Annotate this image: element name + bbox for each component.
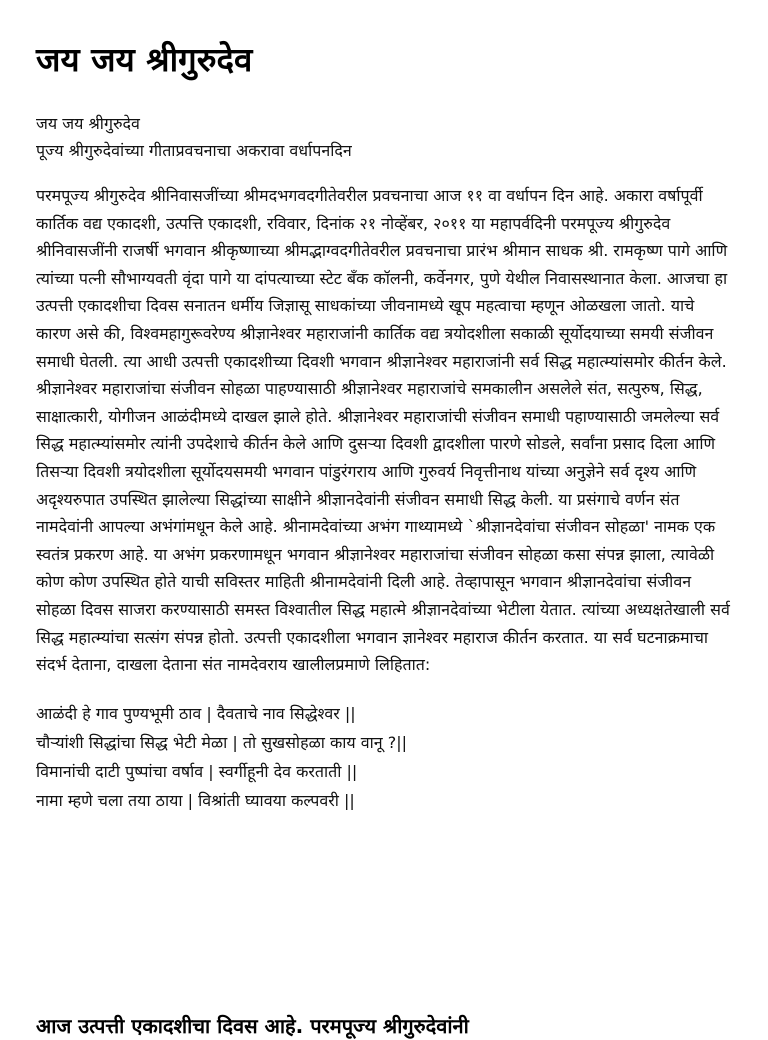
cutoff-next-paragraph [36, 1012, 732, 1038]
verse-line: चौऱ्यांशी सिद्धांचा सिद्ध भेटी मेळा | तो सुखसोहळा काय वानू ?|| [36, 732, 408, 752]
verse-line: नामा म्हणे चला तया ठाया | विश्रांती घ्यावया कल्पवरी || [36, 790, 355, 810]
verse-line: विमानांची दाटी पुष्पांचा वर्षाव | स्वर्गीहूनी देव करताती || [36, 761, 358, 781]
verse-line: आळंदी हे गाव पुण्यभूमी ठाव | दैवताचे नाव सिद्धेश्वर || [36, 703, 356, 723]
subtitle-line: जय जय श्रीगुरुदेव [36, 114, 140, 133]
cutoff-text: आज उत्पत्ती एकादशीचा दिवस आहे. परमपूज्य श्रीगुरुदेवांनी [36, 1014, 469, 1038]
article [36, 0, 732, 815]
body-paragraph: परमपूज्य श्रीगुरुदेव श्रीनिवासजींच्या श्रीमदभगवदगीतेवरील प्रवचनाचा आज ११ वा वर्धापन दिन आहे. अकारा वर्षापूर्वी कार्तिक वद्य एकादशी, उत्पत्ति एकादशी, रविवार, दिनांक २१ नोव्हेंबर, २०११ या महापर्वदिनी परमपूज्य श्रीगुरुदेव श्रीनिवासजींनी राजर्षी भगवान श्रीकृष्णाच्या श्रीमद्भाग्वदगीतेवरील प्रवचनाचा प्रारंभ श्रीमान साधक श्री. रामकृष्ण पागे आणि त्यांच्या पत्नी सौभाग्यवती वृंदा पागे या दांपत्याच्या स्टेट बँक कॉलनी, कर्वेनगर, पुणे येथील निवासस्थानात केला. आजचा हा उत्पत्ती एकादशीचा दिवस सनातन धर्मीय जिज्ञासू साधकांच्या जीवनामध्ये खूप महत्वाचा म्हणून ओळखला जातो. याचे कारण असे की, विश्वमहागुरूवरेण्य श्रीज्ञानेश्वर महाराजांनी कार्तिक वद्य त्रयोदशीला सकाळी सूर्योदयाच्या समयी संजीवन समाधी घेतली. त्या आधी उत्पत्ती एकादशीच्या दिवशी भगवान श्रीज्ञानेश्वर महाराजांनी सर्व सिद्ध महात्म्यांसमोर कीर्तन केले. श्रीज्ञानेश्वर महाराजांचा संजीवन सोहळा पाहण्यासाठी श्रीज्ञानेश्वर महाराजांचे समकालीन असलेले संत, सत्पुरुष, सिद्ध, साक्षात्कारी, योगीजन आळंदीमध्ये दाखल झाले होते. श्रीज्ञानेश्वर महाराजांची संजीवन समाधी पहाण्यासाठी जमलेल्या सर्व सिद्ध महात्म्यांसमोर त्यांनी उपदेशाचे कीर्तन केले आणि दुसऱ्या दिवशी द्वादशीला पारणे सोडले, सर्वांना प्रसाद दिला आणि तिसऱ्या दिवशी त्रयोदशीला सूर्योदयसमयी भगवान पांडुरंगराय आणि गुरुवर्य निवृत्तीनाथ यांच्या अनुज्ञेने सर्व दृश्य आणि अदृश्यरुपात उपस्थित झालेल्या सिद्धांच्या साक्षीने श्रीज्ञानदेवांनी संजीवन समाधी सिद्ध केली. या प्रसंगाचे वर्णन संत नामदेवांनी आपल्या अभंगांमधून केले आहे. श्रीनामदेवांच्या अभंग गाथ्यामध्ये `श्रीज्ञानदेवांचा संजीवन सोहळा' नामक एक स्वतंत्र प्रकरण आहे. या अभंग प्रकरणामधून भगवान श्रीज्ञानेश्वर महाराजांचा संजीवन सोहळा कसा संपन्न झाला, त्यावेळी कोण कोण उपस्थित होते याची सविस्तर माहिती श्रीनामदेवांनी दिली आहे. तेव्हापासून भगवान श्रीज्ञानदेवांचा संजीवन सोहळा दिवस साजरा करण्यासाठी समस्त विश्वातील सिद्ध महात्मे श्रीज्ञानदेवांच्या भेटीला येतात. त्यांच्या अध्यक्षतेखाली सर्व सिद्ध महात्म्यांचा सत्संग संपन्न होतो. उत्पत्ती एकादशीला भगवान ज्ञानेश्वर महाराज कीर्तन करतात. या सर्व घटनाक्रमाचा संदर्भ देताना, दाखला देताना संत नामदेवराय खालीलप्रमाणे लिहितात: [36, 186, 730, 675]
page-title: जय जय श्रीगुरुदेव [36, 40, 253, 79]
verse-block [36, 699, 732, 815]
subtitle-line: पूज्य श्रीगुरुदेवांच्या गीताप्रवचनाचा अकरावा वर्धापनदिन [36, 141, 352, 160]
subtitle-block [36, 110, 732, 164]
